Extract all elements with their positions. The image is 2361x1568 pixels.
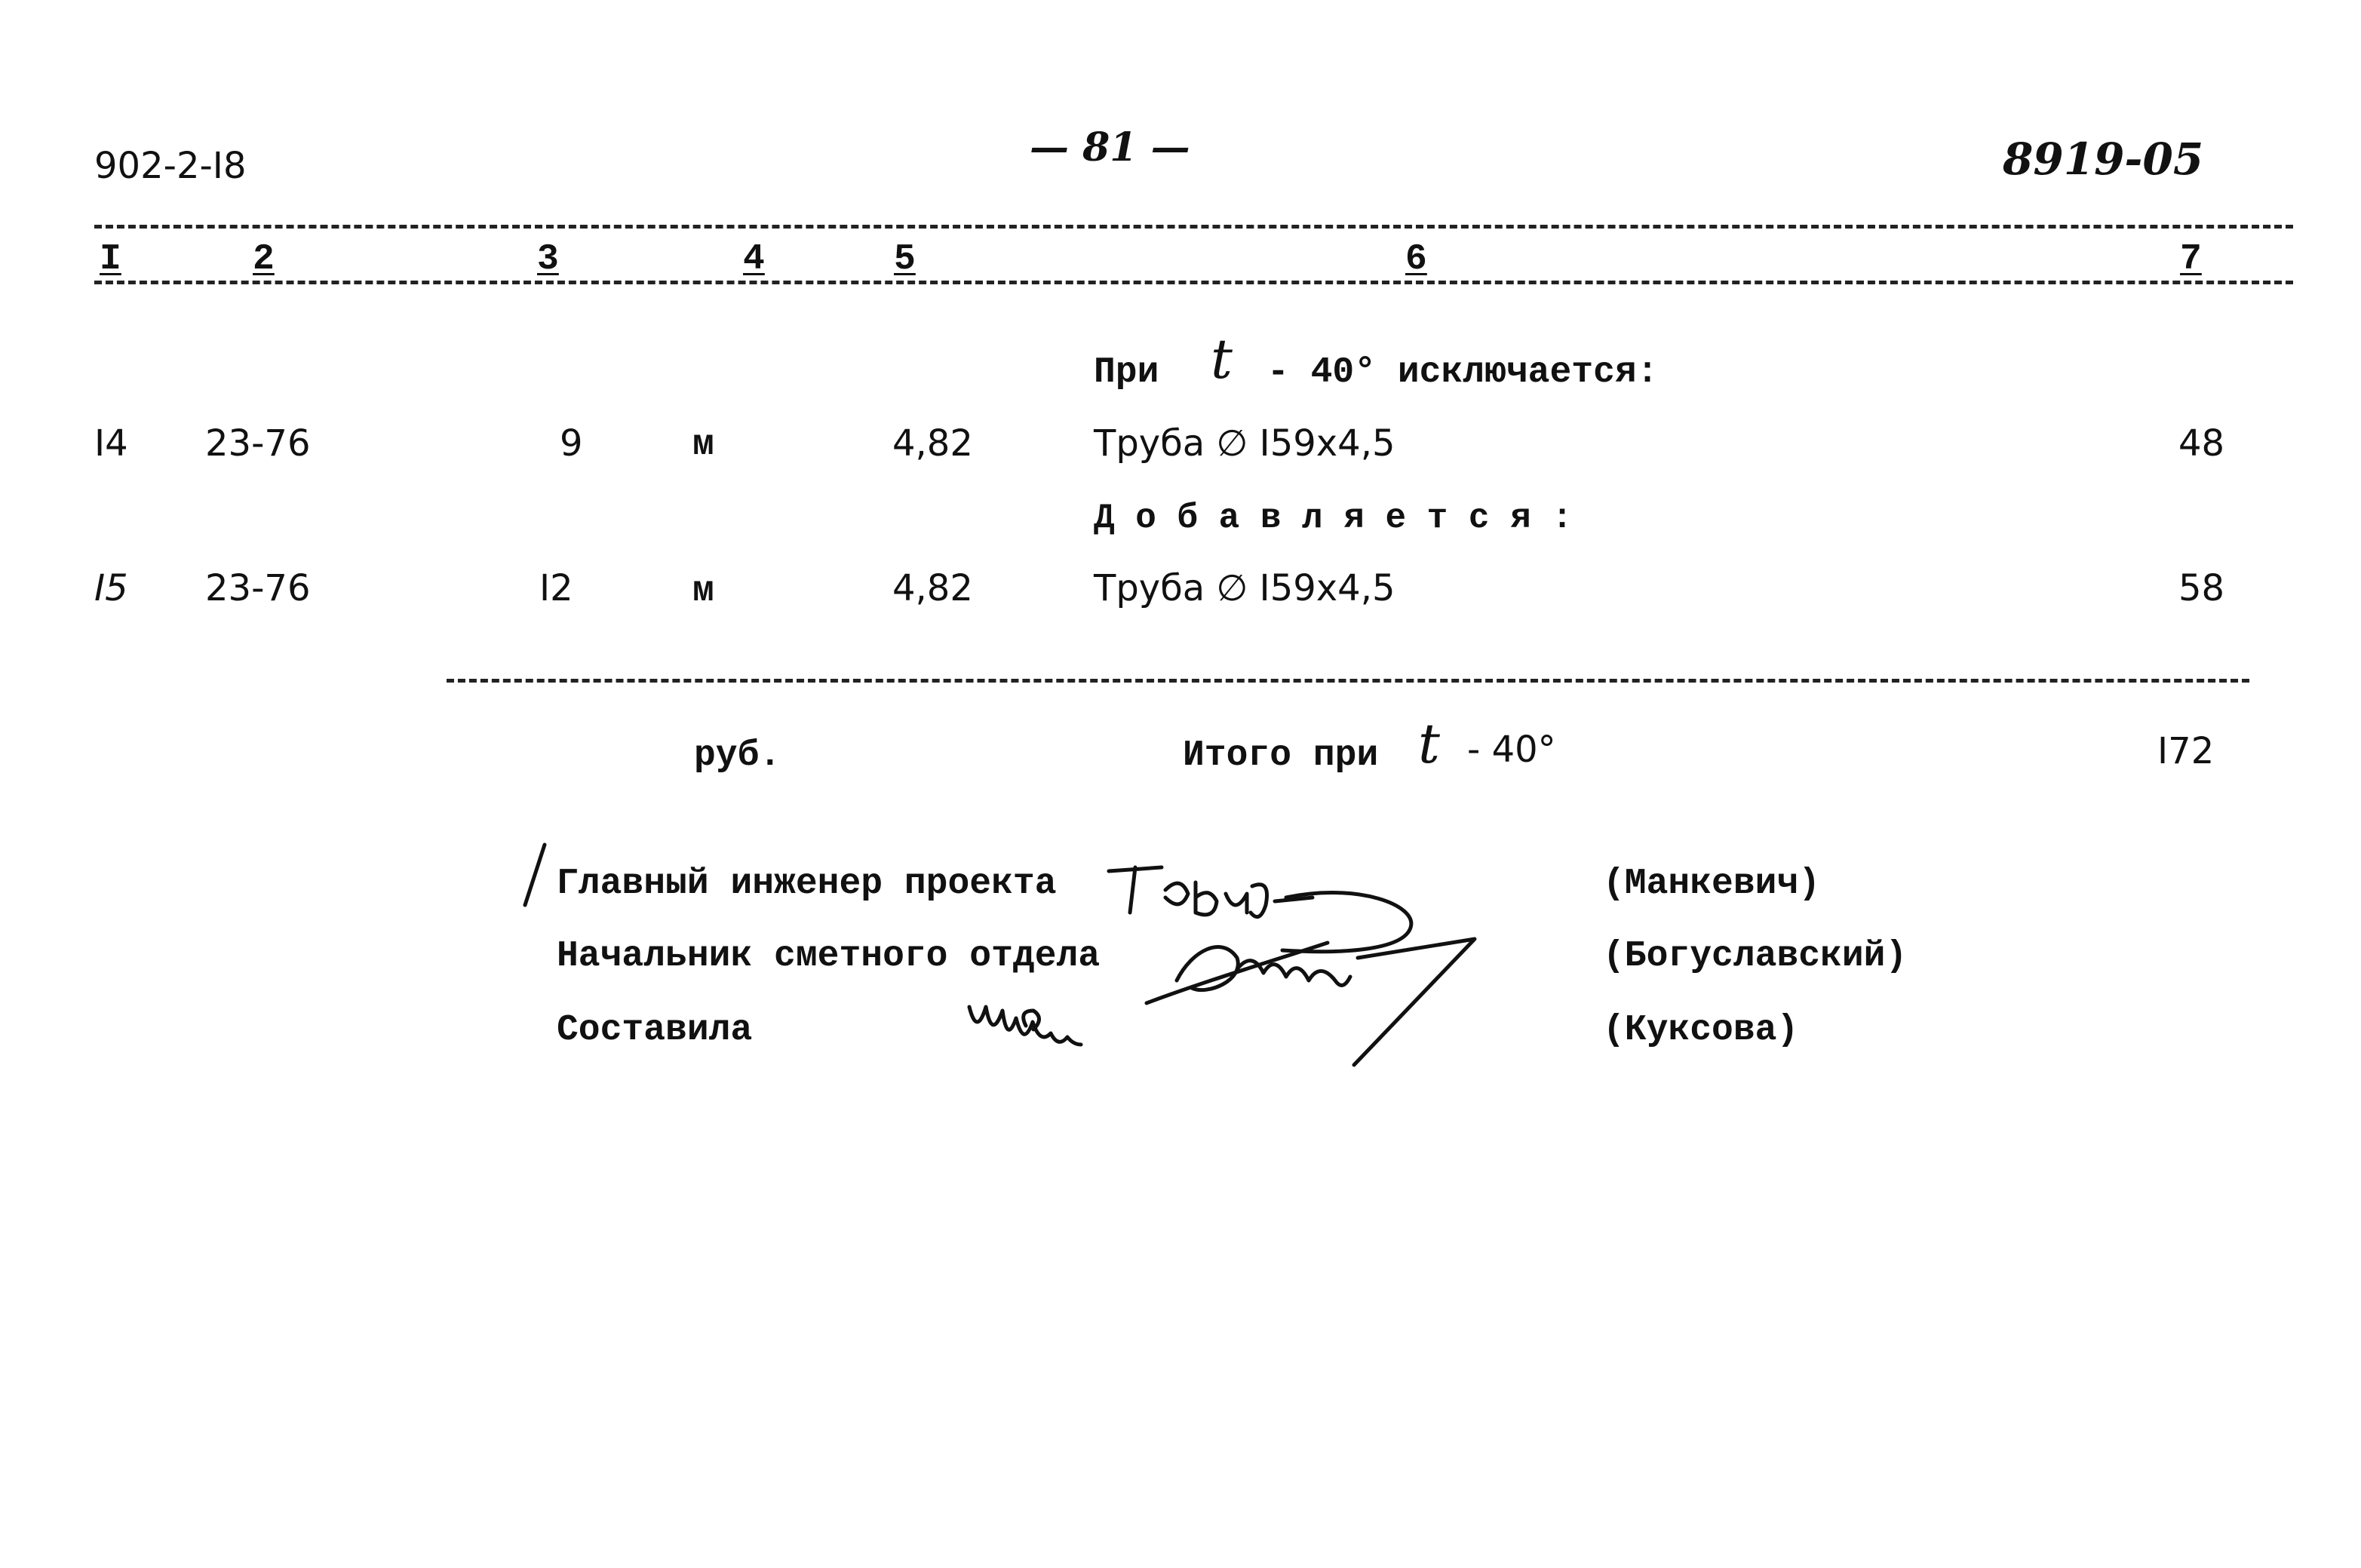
table-row-qty: I2 [539, 567, 573, 609]
table-row-num: I5 [94, 567, 128, 609]
column-header-5: 5 [894, 239, 916, 280]
project-code: 902-2-I8 [94, 145, 247, 187]
summary-variable: t [1418, 712, 1440, 775]
summary-currency: руб. [694, 735, 781, 776]
table-row-qty: 9 [560, 422, 583, 465]
signature-role-chief-engineer: Главный инженер проекта [557, 864, 1057, 904]
table-row-total: 48 [2178, 422, 2225, 465]
section-note-variable: t [1211, 327, 1233, 391]
summary-label-suffix: - 40° [1467, 729, 1556, 771]
table-row-desc: Труба ∅ I59x4,5 [1094, 422, 1395, 465]
column-header-4: 4 [743, 239, 765, 280]
signature-name-estimate-head: (Богуславский) [1603, 936, 1908, 977]
column-header-6: 6 [1405, 239, 1427, 280]
signature-compiler [969, 1007, 1081, 1045]
table-row-unit: м [692, 425, 714, 465]
table-row-price: 4,82 [892, 422, 973, 465]
table-row-code: 23-76 [205, 422, 311, 465]
table-row-code: 23-76 [205, 567, 311, 609]
table-row-price: 4,82 [892, 567, 973, 609]
column-header-2: 2 [253, 239, 275, 280]
summary-total: I72 [2157, 730, 2215, 772]
table-row-num: I4 [94, 422, 128, 465]
summary-label: Итого при [1183, 735, 1379, 776]
signature-chief-engineer [1109, 867, 1313, 917]
signature-role-estimate-head: Начальник сметного отдела [557, 936, 1101, 977]
table-row-unit: м [692, 571, 714, 612]
signature-role-compiler: Составила [557, 1010, 753, 1051]
page-number: — 81 — [1030, 124, 1190, 170]
added-label: Д о б а в л я е т с я : [1094, 499, 1573, 538]
table-row-total: 58 [2178, 567, 2225, 609]
approval-slash-mark [525, 845, 545, 905]
section-note-prefix: При [1094, 352, 1159, 393]
signature-name-chief-engineer: (Манкевич) [1603, 864, 1821, 904]
section-note-text: - 40° исключается: [1267, 352, 1659, 393]
signature-name-compiler: (Куксова) [1603, 1010, 1799, 1051]
column-header-1: I [100, 239, 121, 280]
column-header-7: 7 [2180, 239, 2202, 280]
signature-estimate-head [1147, 893, 1475, 1065]
table-row-desc: Труба ∅ I59x4,5 [1094, 567, 1395, 609]
column-header-3: 3 [537, 239, 559, 280]
document-number: 8919-05 [2003, 133, 2204, 185]
